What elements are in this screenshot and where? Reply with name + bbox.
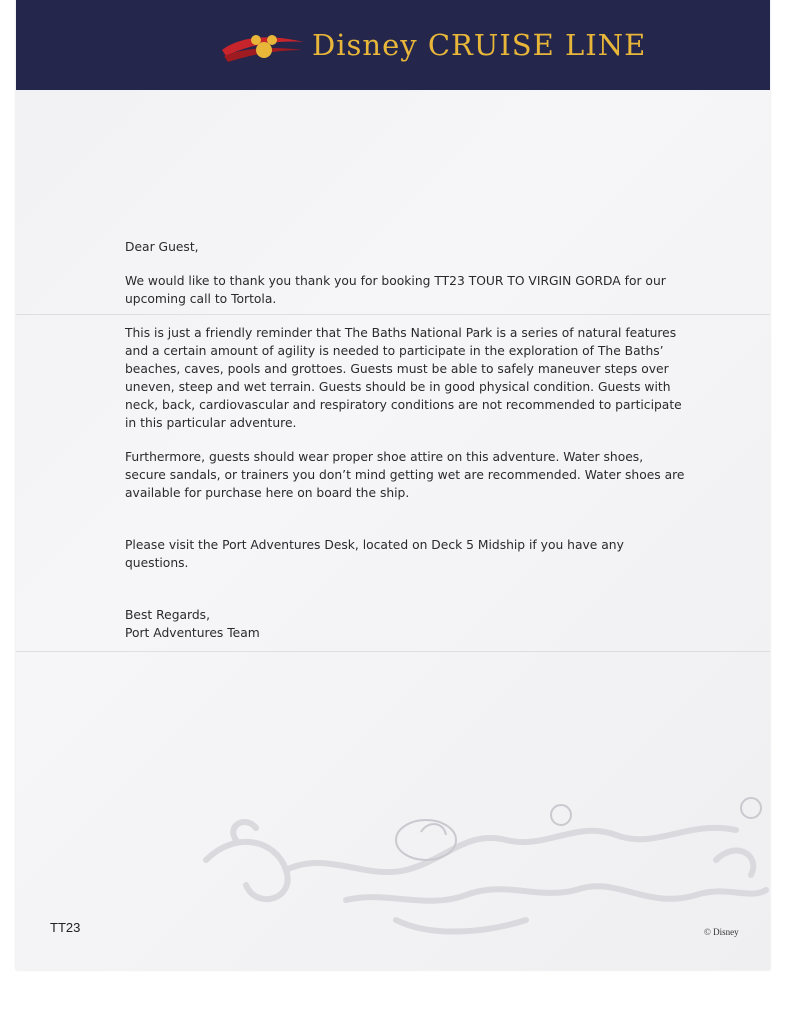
fold-line — [16, 651, 770, 652]
paragraph-footwear: Furthermore, guests should wear proper shoe attire on this adventure. Water shoes, secure sandals, or trainers you don’t mind getting wet are recommended. Water shoes are available for purchase here on board the ship. — [125, 450, 685, 500]
copyright-notice: © Disney — [704, 927, 739, 937]
greeting: Dear Guest, — [125, 240, 199, 254]
letter-sheet — [16, 0, 770, 970]
paragraph-contact: Please visit the Port Adventures Desk, located on Deck 5 Midship if you have any questions. — [125, 538, 624, 570]
signature: Port Adventures Team — [125, 626, 260, 640]
paragraph-reminder: This is just a friendly reminder that The Baths National Park is a series of natural features and a certain amount of agility is needed to participate in the exploration of The Baths’ beaches, caves, pools and grottoes. Guests must be able to safely maneuver steps over uneven, steep and wet terrain. Guests should be in good physical condition. Guests with neck, back, cardiovascular and respiratory conditions are not recommended to participate in this particular adventure. — [125, 326, 682, 430]
disney-cruise-line-logo — [220, 22, 647, 72]
paragraph-booking: We would like to thank you thank you for booking TT23 TOUR TO VIRGIN GORDA for our upcoming call to Tortola. — [125, 274, 666, 306]
letterhead-band — [16, 0, 770, 90]
letter-body — [125, 238, 685, 642]
embossed-scroll-ornament-icon — [196, 780, 770, 960]
mickey-swoosh-icon — [220, 26, 306, 68]
closing: Best Regards, — [125, 608, 210, 622]
tour-code: TT23 — [50, 920, 81, 935]
brand-line: CRUISE LINE — [427, 28, 647, 62]
brand-name: Disney — [312, 28, 418, 62]
brand-wordmark — [312, 28, 646, 62]
